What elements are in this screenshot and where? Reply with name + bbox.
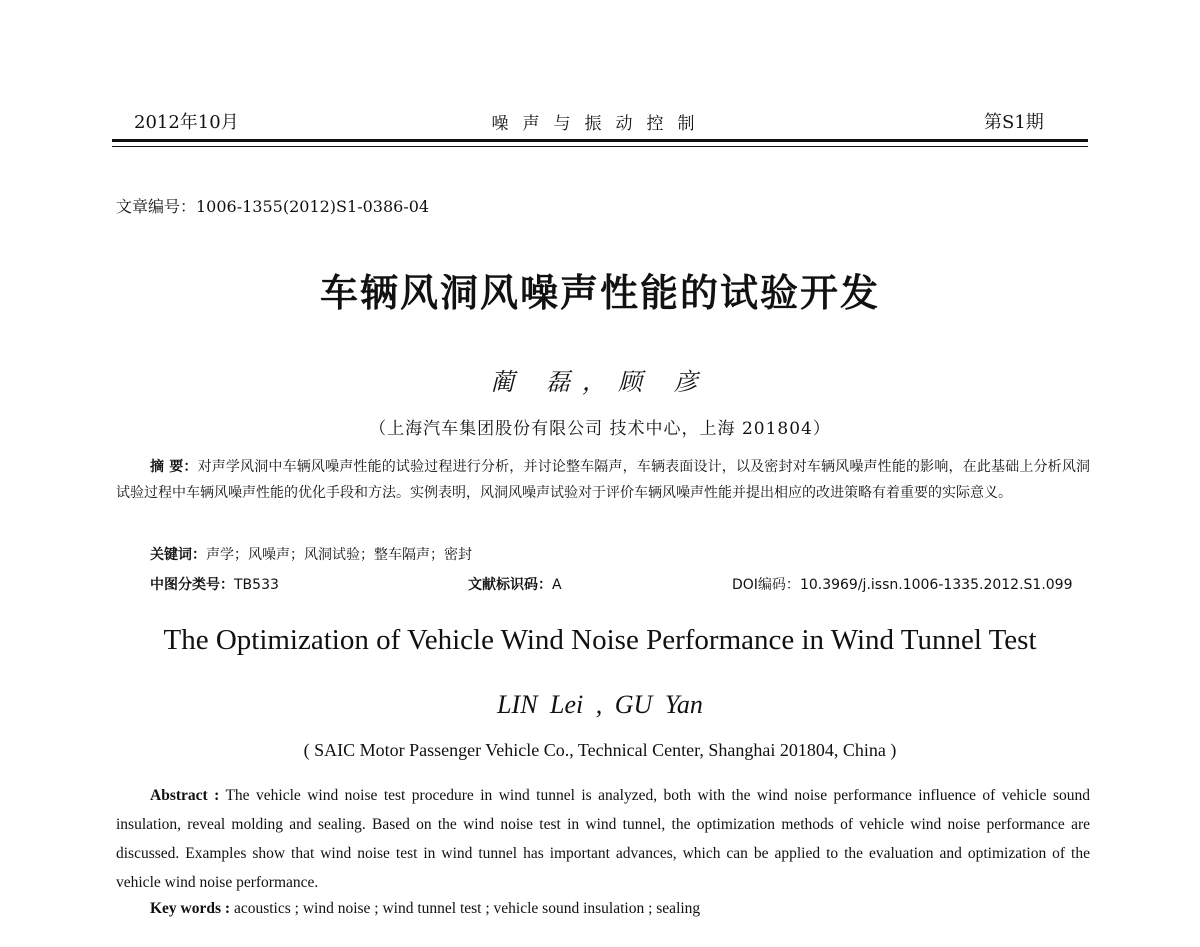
chinese-abstract-text: 对声学风洞中车辆风噪声性能的试验过程进行分析，并讨论整车隔声，车辆表面设计，以及密封对车辆风噪声性能的影响，在此基础上分析风洞试验过程中车辆风噪声性能的优化手段和方法。实例表明，风洞风噪声试验对于评价车辆风噪声性能并提出相应的改进策略有着重要的实际意义。 (116, 459, 1091, 501)
header-rule-thick (112, 139, 1088, 142)
chinese-authors: 蔺 磊，顾 彦 (490, 368, 710, 396)
chinese-keywords-text: 声学；风噪声；风洞试验；整车隔声；密封 (206, 547, 472, 563)
chinese-title: 车辆风洞风噪声性能的试验开发 (319, 271, 880, 315)
doi-value: 10.3969/j.issn.1006-1335.2012.S1.099 (799, 577, 1073, 593)
english-abstract (116, 781, 1090, 897)
document-code-value: A (552, 577, 562, 593)
chinese-abstract (116, 454, 1090, 506)
chinese-keywords-label: 关键词： (150, 547, 206, 563)
clc-value: TB533 (234, 577, 279, 593)
english-abstract-text: The vehicle wind noise test procedure in wind tunnel is analyzed, both with the wind noise performance influence of vehicle sound insulation, reveal molding and sealing. Based on the wind noise test in wind tunnel, the optimization methods of vehicle wind noise performance are discussed. Examples show that wind noise test in wind tunnel has important advances, which can be applied to the evaluation and optimization of the vehicle wind noise performance. (116, 787, 1091, 891)
document-code (468, 574, 562, 594)
english-keywords (150, 900, 700, 918)
english-affiliation: ( SAIC Motor Passenger Vehicle Co., Technical Center, Shanghai 201804, China ) (303, 740, 897, 760)
chinese-abstract-label: 摘 要： (150, 459, 198, 475)
english-authors: LIN Lei , GU Yan (497, 690, 703, 719)
header-issue: 第S1期 (984, 112, 1044, 133)
english-title: The Optimization of Vehicle Wind Noise Performance in Wind Tunnel Test (163, 624, 1037, 656)
english-keywords-text: acoustics ; wind noise ; wind tunnel test ; vehicle sound insulation ; sealing (230, 900, 701, 917)
header-date: 2012年10月 (134, 112, 239, 133)
header-rule-thin (112, 146, 1088, 147)
document-code-label: 文献标识码： (468, 577, 552, 593)
clc-number (150, 574, 279, 594)
english-keywords-label: Key words : (150, 900, 231, 917)
chinese-affiliation: （上海汽车集团股份有限公司 技术中心，上海 201804） (369, 419, 831, 439)
article-number: 文章编号：1006-1355(2012)S1-0386-04 (116, 197, 430, 216)
english-abstract-label: Abstract : (150, 787, 220, 804)
clc-label: 中图分类号： (150, 577, 234, 593)
doi-label: DOI编码： (732, 577, 800, 593)
chinese-keywords (150, 544, 472, 564)
doi (732, 574, 1073, 594)
header-journal-name: 噪声与振动控制 (491, 114, 709, 134)
